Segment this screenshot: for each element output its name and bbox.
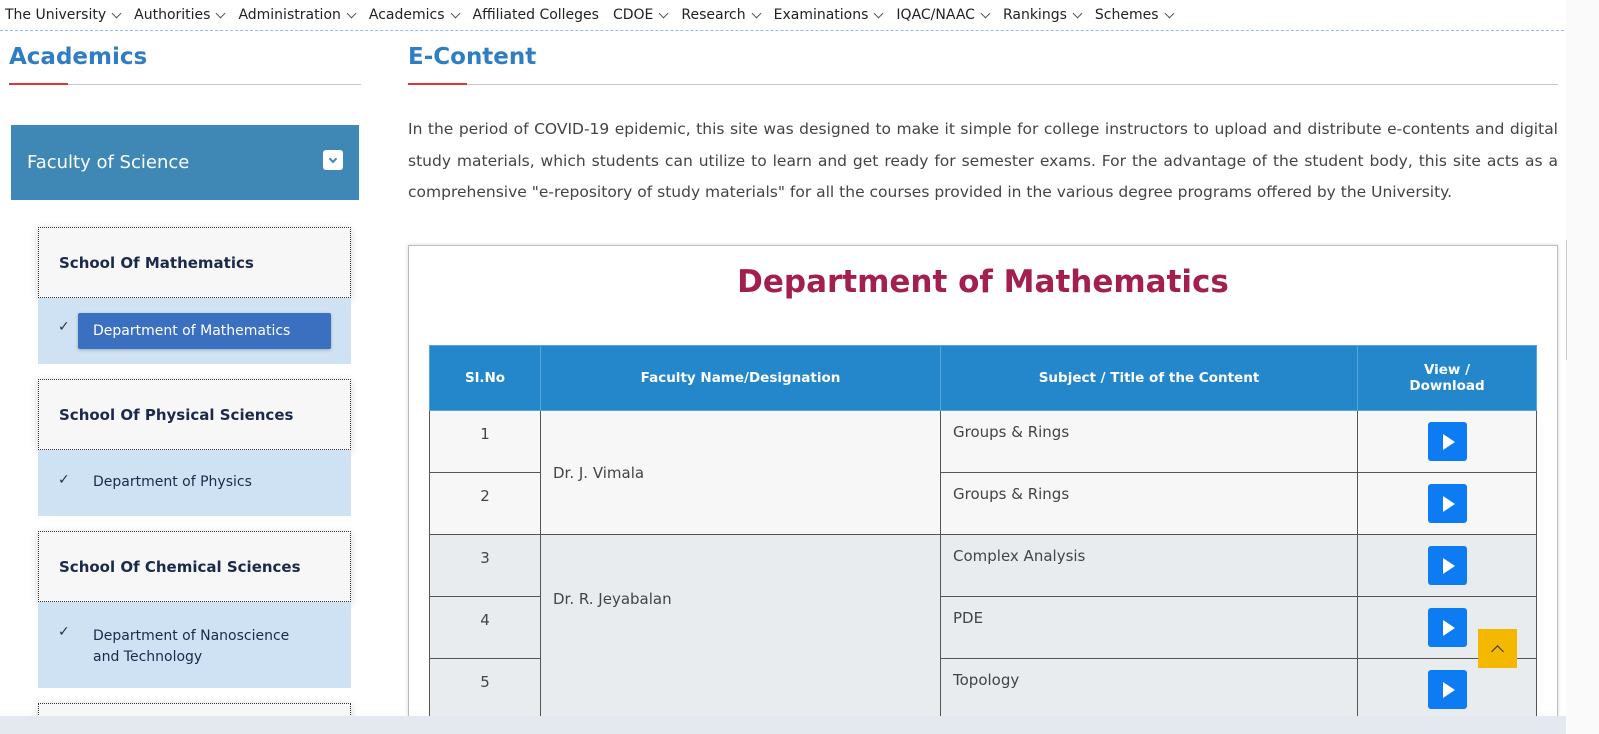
nav-item-label: The University (5, 7, 107, 23)
department-panel (408, 245, 1558, 734)
check-icon: ✓ (58, 624, 70, 640)
play-icon[interactable] (1428, 608, 1467, 647)
department-label: Department of Physics (93, 474, 252, 490)
nav-item-label: Administration (238, 7, 341, 23)
cell-subject: PDE (941, 597, 1358, 659)
chevron-down-icon (1072, 8, 1082, 18)
school-label: School Of Chemical Sciences (59, 557, 301, 576)
school-of-chemical-sciences[interactable] (38, 531, 351, 602)
cell-subject: Groups & Rings (941, 473, 1358, 535)
nav-item-administration[interactable] (238, 7, 354, 23)
chevron-down-icon (981, 8, 991, 18)
cell-view (1358, 473, 1537, 535)
check-icon: ✓ (58, 472, 70, 488)
nav-item-examinations[interactable] (774, 7, 883, 23)
cell-sl-no: 2 (430, 473, 541, 535)
nav-item-label: Authorities (134, 7, 211, 23)
page-title: E-Content (408, 44, 537, 70)
sidebar-title: Academics (9, 44, 148, 70)
table-row (430, 411, 1537, 473)
check-icon: ✓ (58, 319, 70, 335)
cell-subject: Complex Analysis (941, 535, 1358, 597)
nav-item-iqac-naac[interactable] (896, 7, 989, 23)
chevron-down-icon (751, 8, 761, 18)
scrollbar[interactable] (1566, 0, 1599, 734)
play-icon[interactable] (1428, 484, 1467, 523)
department-of-mathematics-link[interactable] (78, 313, 331, 349)
table-row (430, 535, 1537, 597)
school-label: School Of Mathematics (59, 253, 254, 272)
nav-item-schemes[interactable] (1095, 7, 1173, 23)
top-nav (0, 0, 1599, 31)
nav-item-label: Rankings (1002, 7, 1067, 23)
accent-underline (408, 83, 467, 85)
nav-item-label: Affiliated Colleges (472, 7, 599, 23)
page-title-rule (408, 84, 1558, 85)
nav-item-label: IQAC/NAAC (896, 7, 975, 23)
header-view-download: View / Download (1358, 346, 1537, 411)
nav-item-authorities[interactable] (134, 7, 224, 23)
school-of-physical-sciences[interactable] (38, 379, 351, 450)
school-chemical-departments (38, 602, 351, 688)
sidebar-title-rule (9, 84, 361, 85)
cell-sl-no: 5 (430, 659, 541, 721)
scrollbar-thumb[interactable] (1566, 240, 1567, 360)
cell-view (1358, 535, 1537, 597)
chevron-down-icon (112, 8, 122, 18)
intro-paragraph: In the period of COVID-19 epidemic, this site was designed to make it simple for college instructors to upload and distribute e-contents and digital study materials, which students can utilize to learn and get ready for semester exams. For the advantage of the student body, this site acts as a comprehensive "e-repository of study materials" for all the courses provided in the various degree programs offered by the University. (408, 120, 1558, 201)
chevron-down-icon (1164, 8, 1174, 18)
nav-item-label: Academics (368, 7, 445, 23)
econtent-table (429, 345, 1537, 721)
nav-item-cdoe[interactable] (613, 7, 667, 23)
header-faculty-name: Faculty Name/Designation (541, 346, 941, 411)
nav-item-label: Schemes (1094, 7, 1159, 23)
table-header-row (430, 346, 1537, 411)
cell-subject: Groups & Rings (941, 411, 1358, 473)
school-mathematics-departments (38, 298, 351, 364)
cell-sl-no: 1 (430, 411, 541, 473)
header-sl-no: Sl.No (430, 346, 541, 411)
department-title: Department of Mathematics (737, 264, 1229, 300)
school-of-mathematics[interactable] (38, 227, 351, 298)
back-to-top-button[interactable] (1478, 629, 1517, 668)
cell-faculty-name: Dr. R. Jeyabalan (541, 535, 941, 721)
nav-item-label: CDOE (612, 7, 654, 23)
nav-item-label: Examinations (773, 7, 869, 23)
nav-item-label: Research (681, 7, 746, 23)
header-subject: Subject / Title of the Content (941, 346, 1358, 411)
chevron-down-icon (346, 8, 356, 18)
cell-subject: Topology (941, 659, 1358, 721)
faculty-label: Faculty of Science (27, 152, 190, 173)
cell-view (1358, 411, 1537, 473)
department-label: Department of Mathematics (93, 323, 291, 339)
chevron-down-icon (450, 8, 460, 18)
chevron-up-icon (1491, 645, 1504, 658)
nav-item-rankings[interactable] (1003, 7, 1081, 23)
department-of-nanoscience-link[interactable] (93, 626, 313, 668)
department-of-physics-link[interactable] (93, 474, 252, 490)
play-icon[interactable] (1428, 670, 1467, 709)
nav-item-academics[interactable] (369, 7, 459, 23)
chevron-down-icon (874, 8, 884, 18)
bottom-strip (0, 716, 1566, 734)
play-icon[interactable] (1428, 546, 1467, 585)
school-physical-departments (38, 450, 351, 516)
school-label: School Of Physical Sciences (59, 405, 294, 424)
chevron-down-icon[interactable] (323, 150, 343, 170)
play-icon[interactable] (1428, 422, 1467, 461)
cell-faculty-name: Dr. J. Vimala (541, 411, 941, 535)
chevron-down-icon (659, 8, 669, 18)
nav-item-the-university[interactable] (5, 7, 120, 23)
chevron-down-icon (216, 8, 226, 18)
faculty-of-science-toggle[interactable] (11, 125, 359, 200)
cell-sl-no: 3 (430, 535, 541, 597)
nav-item-affiliated-colleges[interactable] (473, 7, 599, 23)
accent-underline (9, 83, 68, 85)
department-label: Department of Nanoscience and Technology (93, 628, 290, 665)
cell-sl-no: 4 (430, 597, 541, 659)
nav-item-research[interactable] (681, 7, 759, 23)
